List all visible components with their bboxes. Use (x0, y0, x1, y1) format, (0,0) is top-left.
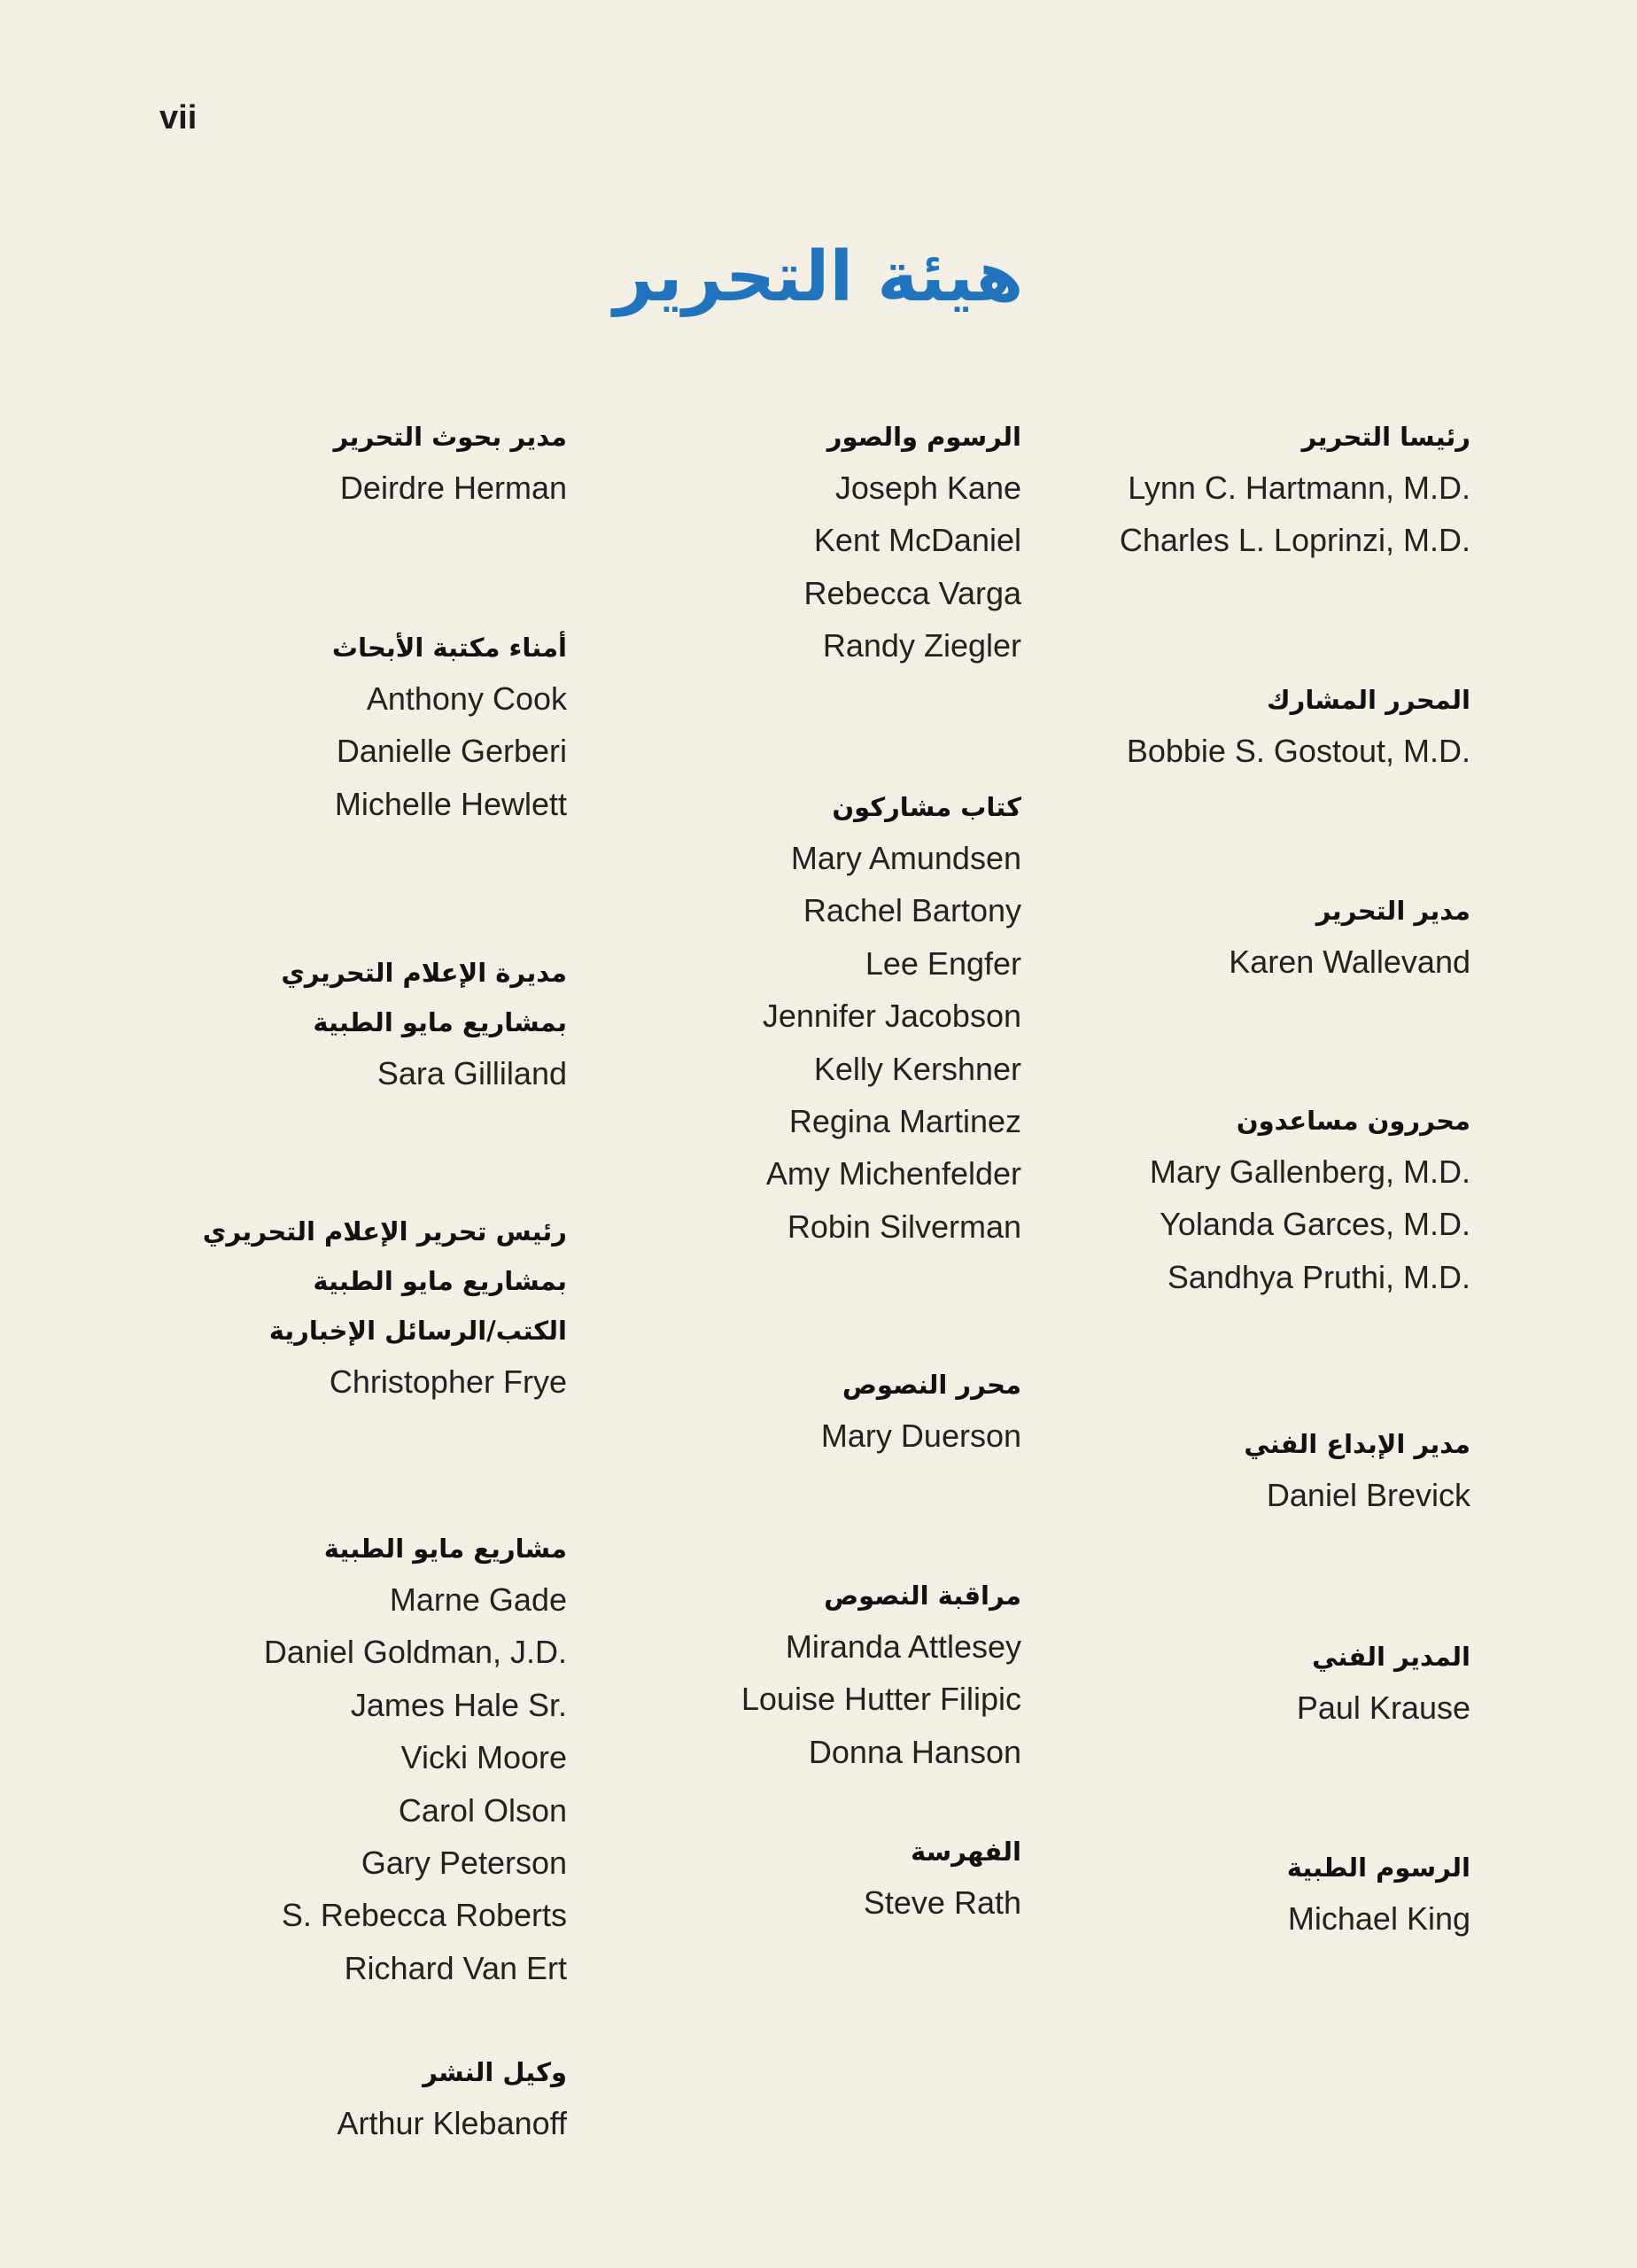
staff-name: Amy Michenfelder (765, 1155, 1021, 1192)
page-title: هيئة التحرير (613, 237, 1024, 317)
staff-name: Danielle Gerberi (336, 733, 567, 770)
credit-section (974, 675, 1470, 777)
staff-name: Miranda Attlesey (785, 1628, 1021, 1665)
staff-name: Michelle Hewlett (334, 785, 567, 822)
section-heading: المحرر المشارك (1267, 685, 1470, 715)
staff-name: Charles L. Loprinzi, M.D. (1119, 522, 1470, 559)
staff-name: Joseph Kane (834, 470, 1021, 506)
staff-name: Mary Gallenberg, M.D. (1149, 1153, 1470, 1190)
staff-name: James Hale Sr. (350, 1686, 567, 1723)
staff-name: Richard Van Ert (344, 1949, 567, 1986)
staff-name: Louise Hutter Filipic (741, 1681, 1021, 1718)
staff-name: Steve Rath (863, 1884, 1021, 1921)
section-heading: المدير الفني (1312, 1642, 1470, 1672)
credit-section (71, 412, 567, 514)
section-heading: محررون مساعدون (1236, 1106, 1470, 1136)
staff-name: Robin Silverman (787, 1208, 1021, 1245)
staff-name: Michael King (1287, 1900, 1470, 1937)
credit-section (525, 412, 1021, 672)
credit-section (974, 1419, 1470, 1521)
staff-name: Lynn C. Hartmann, M.D. (1128, 470, 1470, 506)
staff-name: Carol Olson (398, 1791, 567, 1829)
section-heading: الفهرسة (911, 1837, 1021, 1867)
section-heading: الكتب/الرسائل الإخبارية (268, 1316, 567, 1346)
section-heading: بمشاريع مايو الطبية (313, 1007, 567, 1037)
staff-name: Lee Engfer (865, 944, 1021, 982)
staff-name: Arthur Klebanoff (337, 2105, 567, 2141)
section-heading: محرر النصوص (842, 1370, 1021, 1400)
section-heading: الرسوم والصور (826, 422, 1021, 452)
section-heading: وكيل النشر (423, 2057, 567, 2087)
section-heading: مشاريع مايو الطبية (323, 1534, 567, 1564)
credit-section (974, 1632, 1470, 1734)
staff-name: Yolanda Garces, M.D. (1160, 1206, 1470, 1243)
staff-name: Rachel Bartony (803, 892, 1021, 929)
staff-name: Donna Hanson (808, 1733, 1021, 1770)
staff-name: Daniel Brevick (1266, 1477, 1470, 1513)
credit-section (71, 1524, 567, 1994)
staff-name: Mary Amundsen (790, 840, 1021, 876)
staff-name: Bobbie S. Gostout, M.D. (1126, 733, 1470, 769)
section-heading: مدير بحوث التحرير (333, 422, 567, 452)
credit-section (71, 623, 567, 830)
staff-name: Kelly Kershner (813, 1050, 1021, 1087)
staff-name: Kent McDaniel (813, 522, 1021, 559)
credit-section (974, 1843, 1470, 1945)
credit-section (525, 782, 1021, 1253)
section-heading: بمشاريع مايو الطبية (313, 1266, 567, 1296)
staff-name: Jennifer Jacobson (762, 998, 1021, 1035)
credit-section (71, 1207, 567, 1408)
staff-name: Karen Wallevand (1229, 944, 1470, 980)
staff-name: Gary Peterson (361, 1845, 567, 1882)
section-heading: مراقبة النصوص (824, 1581, 1021, 1611)
page-number: vii (159, 99, 198, 136)
section-heading: مدير الإبداع الفني (1244, 1429, 1470, 1459)
staff-name: Christopher Frye (329, 1363, 567, 1400)
credit-section (974, 886, 1470, 988)
staff-name: Randy Ziegler (822, 627, 1021, 664)
section-heading: أمناء مكتبة الأبحاث (331, 633, 567, 663)
staff-name: Paul Krause (1296, 1689, 1470, 1726)
section-heading: رئيسا التحرير (1301, 422, 1470, 452)
credit-section (71, 2047, 567, 2149)
staff-name: Vicki Moore (400, 1739, 567, 1776)
staff-name: Regina Martinez (788, 1103, 1021, 1140)
credit-section (525, 1571, 1021, 1778)
section-heading: مدير التحرير (1315, 896, 1470, 926)
credit-section (525, 1827, 1021, 1929)
staff-name: Daniel Goldman, J.D. (263, 1634, 567, 1671)
credit-section (974, 412, 1470, 567)
staff-name: Rebecca Varga (803, 574, 1021, 611)
section-heading: رئيس تحرير الإعلام التحريري (202, 1216, 567, 1247)
section-heading: الرسوم الطبية (1286, 1852, 1470, 1883)
credit-section (525, 1360, 1021, 1462)
staff-name: Sara Gilliland (376, 1055, 567, 1091)
staff-name: S. Rebecca Roberts (281, 1897, 567, 1934)
staff-name: Mary Duerson (820, 1418, 1021, 1454)
staff-name: Deirdre Herman (339, 470, 567, 506)
section-heading: كتاب مشاركون (832, 792, 1021, 822)
staff-name: Marne Gade (389, 1581, 567, 1618)
section-heading: مديرة الإعلام التحريري (281, 958, 567, 988)
staff-name: Anthony Cook (366, 680, 567, 717)
credit-section (974, 1096, 1470, 1303)
staff-name: Sandhya Pruthi, M.D. (1167, 1258, 1470, 1295)
credit-section (71, 948, 567, 1099)
